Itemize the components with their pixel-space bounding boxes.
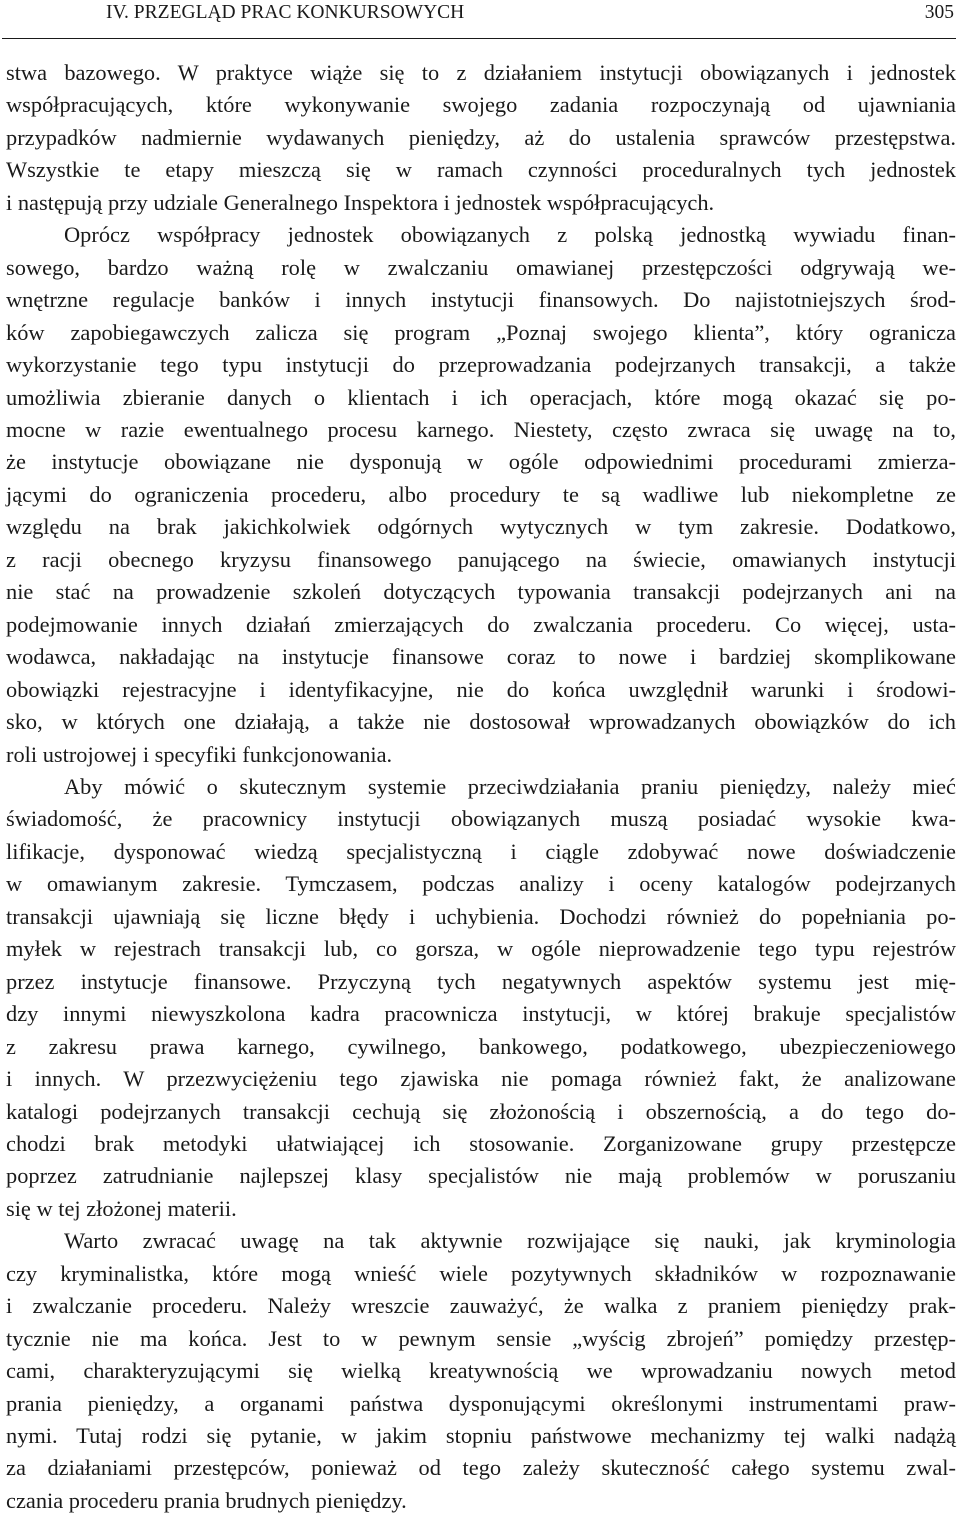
paragraph xyxy=(6,1225,956,1517)
text-line: wodawca, nakładając na instytucje finansowe coraz to nowe i bardziej skomplikowane xyxy=(6,644,956,670)
running-title: IV. PRZEGLĄD PRAC KONKURSOWYCH xyxy=(106,2,465,23)
text-line: prania pieniędzy, a organami państwa dysponującymi określonymi instrumentami praw- xyxy=(6,1390,956,1416)
text-line: wnętrzne regulacje banków i innych instytucji finansowych. Do najistotniejszych środ- xyxy=(6,287,956,313)
text-line: i następują przy udziale Generalnego Inspektora i jednostek współpracujących. xyxy=(6,189,715,215)
text-line: chodzi brak metodyki ułatwiającej ich stosowanie. Zorganizowane grupy przestępcze xyxy=(6,1130,956,1156)
text-line: i zwalczanie procederu. Należy wreszcie zauważyć, że walka z praniem pieniędzy prak- xyxy=(6,1293,956,1319)
text-line: świadomość, że pracownicy instytucji obowiązanych muszą posiadać wysokie kwa- xyxy=(6,806,956,832)
text-line: myłek w rejestrach transakcji lub, co gorsza, w ogóle nieprowadzenie tego typu rejestrów xyxy=(6,936,956,962)
running-header xyxy=(2,0,956,39)
body-text xyxy=(6,57,956,1517)
text-line: poprzez zatrudnianie najlepszej klasy specjalistów nie mają problemów w poruszaniu xyxy=(6,1163,956,1189)
text-line: cami, charakteryzującymi się wielką kreatywnością we wprowadzaniu nowych metod xyxy=(6,1358,956,1384)
text-line: współpracujących, które wykonywanie swojego zadania rozpoczynają od ujawniania xyxy=(6,92,956,118)
text-line: Warto zwracać uwagę na tak aktywnie rozwijające się nauki, jak kryminologia xyxy=(64,1228,956,1254)
page-number: 305 xyxy=(924,2,954,23)
text-line: jącymi do ograniczenia procederu, albo procedury te są wadliwe lub niekompletne ze xyxy=(6,481,956,507)
text-line: z racji obecnego kryzysu finansowego panującego na świecie, omawianych instytucji xyxy=(6,546,956,572)
text-line: względu na brak jakichkolwiek odgórnych wytycznych w tym zakresie. Dodatkowo, xyxy=(6,514,956,540)
text-line: że instytucje obowiązane nie dysponują w ogóle odpowiednimi procedurami zmierza- xyxy=(6,449,956,475)
text-line: dzy innymi niewyszkolona kadra pracownicza instytucji, w której brakuje specjalistów xyxy=(6,1001,956,1027)
text-line: roli ustrojowej i specyfiki funkcjonowania. xyxy=(6,741,393,767)
text-line: obowiązki rejestracyjne i identyfikacyjne, nie do końca uwzględnił warunki i środowi- xyxy=(6,676,956,702)
text-line: się w tej złożonej materii. xyxy=(6,1195,237,1221)
text-line: mocne w razie ewentualnego procesu karnego. Niestety, często zwraca się uwagę na to, xyxy=(6,416,956,442)
text-line: przez instytucje finansowe. Przyczyną tych negatywnych aspektów systemu jest mię- xyxy=(6,968,956,994)
text-line: sko, w których one działają, a także nie dostosował wprowadzanych obowiązków do ich xyxy=(6,709,956,735)
text-line: umożliwia zbieranie danych o klientach i ich operacjach, które mogą okazać się po- xyxy=(6,384,956,410)
text-line: podejmowanie innych działań zmierzających do zwalczania procederu. Co więcej, usta- xyxy=(6,611,956,637)
text-line: przypadków nadmiernie wydawanych pieniędzy, aż do ustalenia sprawców przestępstwa. xyxy=(6,124,956,150)
text-line: Oprócz współpracy jednostek obowiązanych z polską jednostką wywiadu finan- xyxy=(64,222,956,248)
text-line: za działaniami przestępców, ponieważ od tego zależy skuteczność całego systemu zwal- xyxy=(6,1455,956,1481)
text-line: sowego, bardzo ważną rolę w zwalczaniu omawianej przestępczości odgrywają we- xyxy=(6,254,956,280)
paragraph xyxy=(6,771,956,1225)
text-line: ków zapobiegawczych zalicza się program „Poznaj swojego klienta”, który ogranicza xyxy=(6,319,956,345)
text-line: Wszystkie te etapy mieszczą się w ramach czynności proceduralnych tych jednostek xyxy=(6,157,956,183)
text-line: czy kryminalistka, które mogą wnieść wiele pozytywnych składników w rozpoznawanie xyxy=(6,1260,956,1286)
text-line: katalogi podejrzanych transakcji cechują się złożonością i obszernością, a do tego do- xyxy=(6,1098,956,1124)
text-line: w omawianym zakresie. Tymczasem, podczas analizy i oceny katalogów podejrzanych xyxy=(6,871,956,897)
text-line: wykorzystanie tego typu instytucji do przeprowadzania podejrzanych transakcji, a także xyxy=(6,352,956,378)
text-line: stwa bazowego. W praktyce wiąże się to z działaniem instytucji obowiązanych i jednostek xyxy=(6,60,956,85)
paragraph xyxy=(6,57,956,219)
text-line: transakcji ujawniają się liczne błędy i uchybienia. Dochodzi również do popełniania po- xyxy=(6,903,956,929)
text-line: z zakresu prawa karnego, cywilnego, bankowego, podatkowego, ubezpieczeniowego xyxy=(6,1033,956,1059)
text-line: czania procederu prania brudnych pieniędzy. xyxy=(6,1487,407,1513)
text-line: nie stać na prowadzenie szkoleń dotyczących typowania transakcji podejrzanych ani na xyxy=(6,579,956,605)
text-line: lifikacje, dysponować wiedzą specjalistyczną i ciągle zdobywać nowe doświadczenie xyxy=(6,838,956,864)
paragraph xyxy=(6,219,956,771)
text-line: Aby mówić o skutecznym systemie przeciwdziałania praniu pieniędzy, należy mieć xyxy=(64,773,956,799)
text-line: nymi. Tutaj rodzi się pytanie, w jakim stopniu państwowe mechanizmy tej walki nadążą xyxy=(6,1423,956,1449)
text-line: i innych. W przezwyciężeniu tego zjawiska nie pomaga również fakt, że analizowane xyxy=(6,1066,956,1092)
text-line: tycznie nie ma końca. Jest to w pewnym sensie „wyścig zbrojeń” pomiędzy przestęp- xyxy=(6,1325,956,1351)
